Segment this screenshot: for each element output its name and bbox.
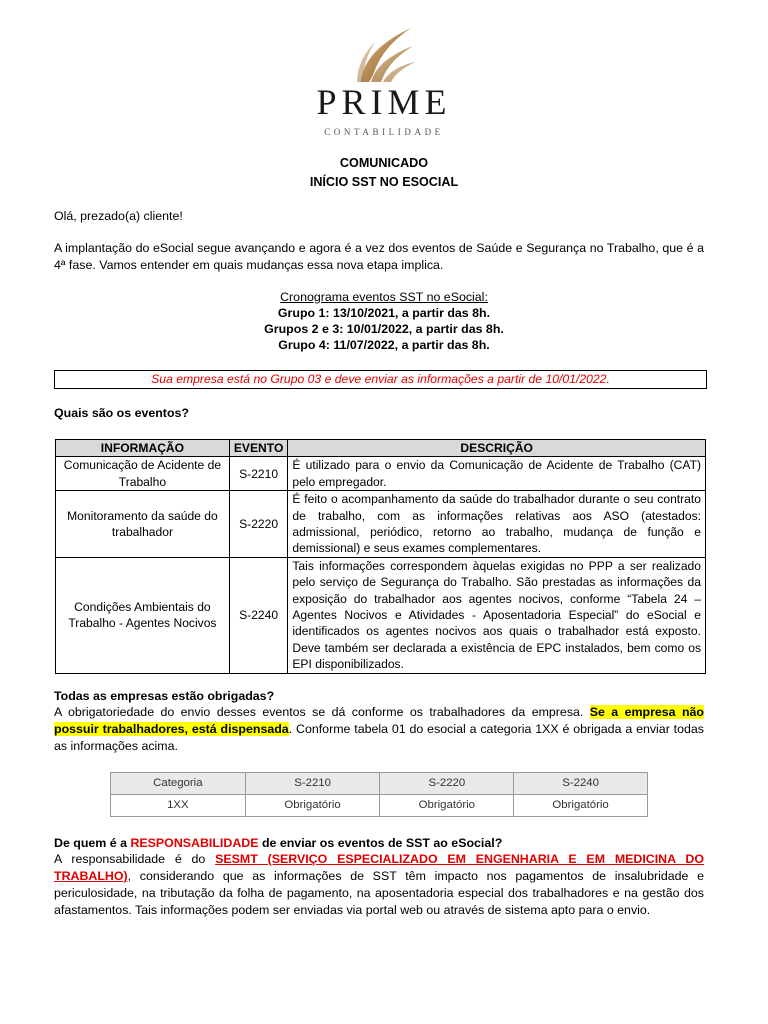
header-description: DESCRIÇÃO <box>288 440 706 457</box>
header-info: INFORMAÇÃO <box>56 440 230 457</box>
info-cell: Condições Ambientais do Trabalho - Agentes Nocivos <box>56 557 230 673</box>
schedule-item: Grupo 4: 11/07/2022, a partir das 8h. <box>278 338 490 352</box>
responsibility-heading: De quem é a RESPONSABILIDADE de enviar os eventos de SST ao eSocial? <box>54 836 503 850</box>
exemption-highlight: Se a empresa não possuir trabalhadores, está dispensada <box>54 705 704 736</box>
table-header-row <box>56 440 706 457</box>
category-header: Categoria <box>111 773 246 795</box>
table-row <box>56 491 706 558</box>
obligation-heading: Todas as empresas estão obrigadas? <box>54 689 275 703</box>
intro-paragraph: A implantação do eSocial segue avançando e agora é a vez dos eventos de Saúde e Segurança no Trabalho, que é a 4ª fase. Vamos entender em quais mudanças essa nova etapa implica. <box>54 241 704 272</box>
event-code-cell: S-2210 <box>229 457 288 491</box>
info-cell: Monitoramento da saúde do trabalhador <box>56 491 230 558</box>
event-code-cell: S-2240 <box>229 557 288 673</box>
description-cell: Tais informações correspondem àquelas exigidas no PPP a ser realizado pelo serviço de Segurança do Trabalho. São prestadas as informações da exposição do trabalhador aos agentes nocivos, conforme “Tabela 24 – Agentes Nocivos e Atividades - Aposentadoria Especial” do eSocial e identificados os agentes nocivos aos quais o trabalhador está exposto. Deve também ser declarada a existência de EPC instalados, bem como os EPI disponibilizados. <box>288 557 706 673</box>
table-row <box>56 457 706 491</box>
table-row <box>111 795 648 817</box>
brand-subtitle: CONTABILIDADE <box>324 127 444 137</box>
greeting: Olá, prezado(a) cliente! <box>54 209 183 223</box>
category-header: S-2220 <box>380 773 514 795</box>
heading-line1: COMUNICADO <box>339 156 429 170</box>
info-cell: Comunicação de Acidente de Trabalho <box>56 457 230 491</box>
schedule-item: Grupo 1: 13/10/2021, a partir das 8h. <box>277 306 491 320</box>
events-table <box>55 439 706 674</box>
header-event: EVENTO <box>229 440 288 457</box>
sesmt-highlight: SESMT (SERVIÇO ESPECIALIZADO EM ENGENHARIA E EM MEDICINA DO TRABALHO) <box>54 852 704 883</box>
group-notice: Sua empresa está no Grupo 03 e deve enviar as informações a partir de 10/01/2022. <box>54 370 707 389</box>
description-cell: É utilizado para o envio da Comunicação de Acidente de Trabalho (CAT) pelo empregador. <box>288 457 706 491</box>
company-logo <box>0 24 768 141</box>
events-heading: Quais são os eventos? <box>54 406 189 420</box>
schedule-title: Cronograma eventos SST no eSocial: <box>280 290 488 304</box>
category-header: S-2240 <box>514 773 648 795</box>
brand-name: PRIME <box>316 82 452 122</box>
responsibility-paragraph: A responsabilidade é do SESMT (SERVIÇO ESPECIALIZADO EM ENGENHARIA E EM MEDICINA DO TRABALHO), considerando que as informações de SST têm impacto nos pagamentos de insalubridade e periculosidade, na tributação da folha de pagamento, na aposentadoria especial dos trabalhadores e na gestão dos afastamentos. Tais informações podem ser enviadas via portal web ou através de sistema apto para o envio. <box>54 852 704 917</box>
heading-line2: INÍCIO SST NO ESOCIAL <box>309 175 459 189</box>
wing-logo-icon <box>349 24 419 84</box>
description-cell: É feito o acompanhamento da saúde do trabalhador durante o seu contrato de trabalho, com as informações relativas aos ASO (atestados: admissional, periódico, retorno ao trabalho, mudança de função e demissional) e seus exames complementares. <box>288 491 706 558</box>
category-cell: 1XX <box>111 795 246 817</box>
table-header-row <box>111 773 648 795</box>
event-code-cell: S-2220 <box>229 491 288 558</box>
category-cell: Obrigatório <box>380 795 514 817</box>
category-cell: Obrigatório <box>245 795 380 817</box>
obligation-paragraph: A obrigatoriedade do envio desses eventos se dá conforme os trabalhadores da empresa. Se a empresa não possuir trabalhadores, está dispensada. Conforme tabela 01 do esocial a categoria 1XX é obrigada a enviar todas as informações acima. <box>54 705 704 753</box>
category-table <box>110 772 648 817</box>
table-row <box>56 557 706 673</box>
category-cell: Obrigatório <box>514 795 648 817</box>
category-header: S-2210 <box>245 773 380 795</box>
schedule-item: Grupos 2 e 3: 10/01/2022, a partir das 8h. <box>264 322 504 336</box>
